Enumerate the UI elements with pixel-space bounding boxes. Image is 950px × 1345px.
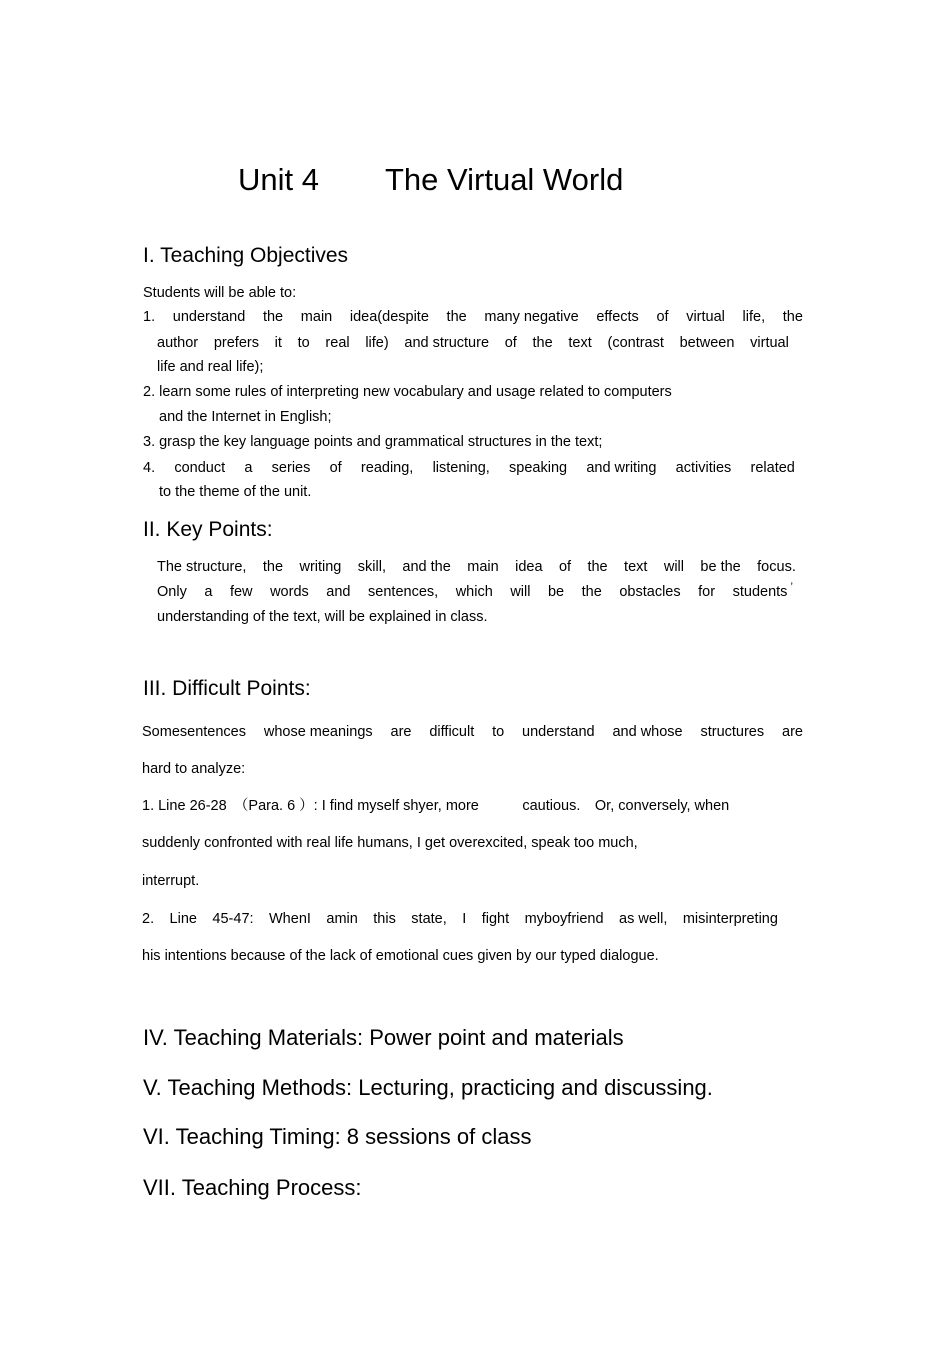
- difficult-2-line-2: his intentions because of the lack of emotional cues given by our typed dialogue.: [142, 948, 659, 964]
- difficult-1-line-3: interrupt.: [142, 873, 200, 889]
- timing-heading: VI. Teaching Timing: 8 sessions of class: [143, 1124, 532, 1149]
- difficult-intro-line-2: hard to analyze:: [142, 761, 246, 777]
- key-points-line-2: Only a few words and sentences, which will be the obstacles for students ’: [157, 581, 793, 600]
- document-title: [238, 160, 623, 200]
- objective-4-line-2: to the theme of the unit.: [159, 484, 312, 500]
- difficult-2-line-1: 2. Line 45-47: WhenI amin this state, I fight myboyfriend as well, misinterpreting: [142, 911, 778, 927]
- difficult-points-heading: III. Difficult Points:: [143, 677, 311, 700]
- objective-2-line-2: and the Internet in English;: [159, 409, 332, 425]
- objective-3: 3. grasp the key language points and grammatical structures in the text;: [143, 434, 603, 450]
- key-points-heading: II. Key Points:: [143, 518, 273, 541]
- unit-number: Unit 4: [238, 162, 319, 197]
- difficult-intro-line-1: Somesentences whose meanings are difficult to understand and whose structures are: [142, 724, 803, 740]
- objectives-intro: Students will be able to:: [143, 285, 297, 301]
- methods-heading: V. Teaching Methods: Lecturing, practicing and discussing.: [143, 1075, 713, 1100]
- key-points-line-1: The structure, the writing skill, and the main idea of the text will be the focus.: [157, 559, 796, 575]
- key-points-line-3: understanding of the text, will be explained in class.: [157, 609, 488, 625]
- objective-1-line-2: author prefers it to real life) and structure of the text (contrast between virtual: [157, 335, 789, 351]
- objectives-heading: I. Teaching Objectives: [143, 244, 349, 267]
- objective-2-line-1: 2. learn some rules of interpreting new vocabulary and usage related to computers: [143, 384, 672, 400]
- process-heading: VII. Teaching Process:: [143, 1175, 362, 1200]
- objective-1-line-3: life and real life);: [157, 359, 264, 375]
- objective-4-line-1: 4. conduct a series of reading, listening, speaking and writing activities related: [143, 460, 795, 476]
- difficult-1-line-1: 1. Line 26-28 （Para. 6 ）: I find myself shyer, more cautious. Or, conversely, when: [142, 798, 730, 814]
- materials-heading: IV. Teaching Materials: Power point and materials: [143, 1025, 624, 1050]
- difficult-1-line-2: suddenly confronted with real life humans, I get overexcited, speak too much,: [142, 835, 638, 851]
- objective-1-line-1: 1. understand the main idea(despite the many negative effects of virtual life, the: [143, 309, 803, 325]
- unit-name: The Virtual World: [384, 162, 624, 197]
